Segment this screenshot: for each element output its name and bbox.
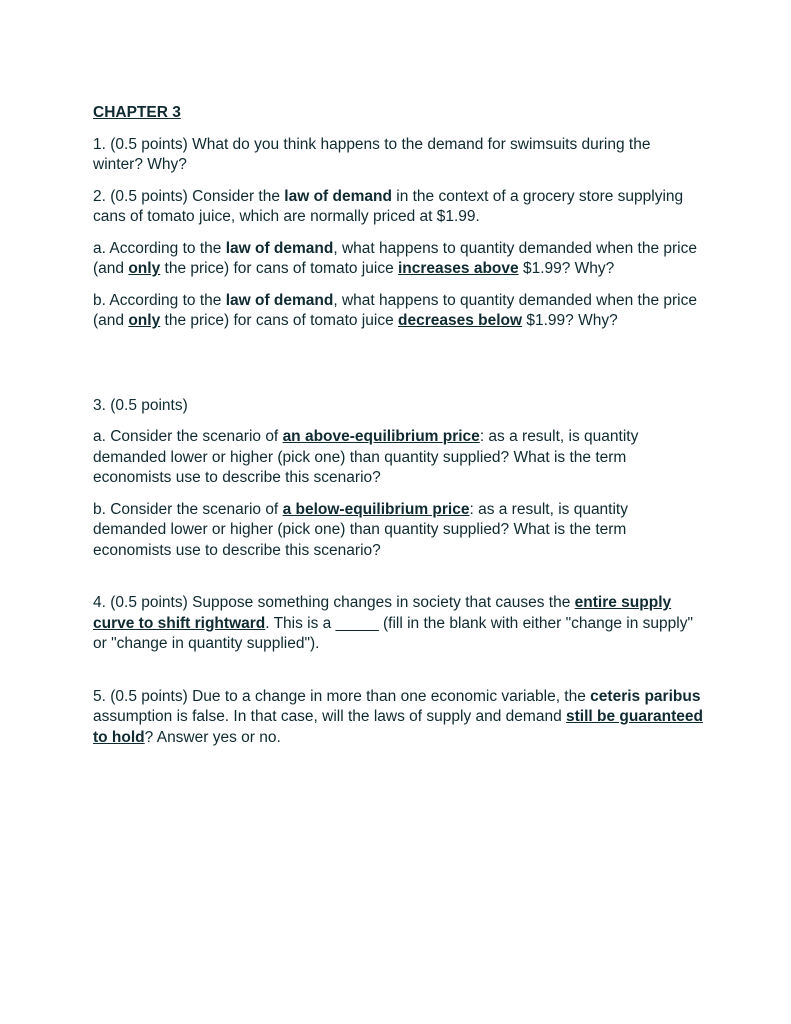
question-2a	[93, 239, 703, 280]
question-3a	[93, 427, 703, 489]
spacer	[93, 666, 703, 687]
question-2b	[93, 291, 703, 332]
q2-text-1: 2. (0.5 points) Consider the	[93, 187, 285, 205]
q2b-emphasis-decreases-below: decreases below	[398, 312, 523, 329]
question-1-text: 1. (0.5 points) What do you think happens to the demand for swimsuits during the winter? Why?	[93, 135, 651, 173]
q2a-text-1: a. According to the	[93, 239, 226, 257]
question-2	[93, 187, 703, 228]
q2b-emphasis-only: only	[128, 312, 161, 329]
question-5	[93, 687, 703, 749]
q5-bold-ceteris-paribus: ceteris paribus	[590, 687, 701, 705]
spacer	[93, 343, 703, 396]
q2a-emphasis-increases-above: increases above	[398, 260, 519, 277]
question-3b	[93, 500, 703, 562]
q3a-emphasis-above-equilibrium: an above-equilibrium price	[282, 428, 480, 445]
q2a-text-2: , what happens to quantity demanded when the price (and	[93, 239, 697, 277]
q3a-text-2: : as a result, is quantity demanded lower or higher (pick one) than quantity supplied? What is the term economists use to describe this scenario?	[93, 428, 639, 486]
q3b-text-1: b. Consider the scenario of	[93, 500, 283, 518]
q2b-text-2: , what happens to quantity demanded when the price (and	[93, 291, 697, 329]
q3a-text-1: a. Consider the scenario of	[93, 428, 283, 445]
spacer	[93, 572, 703, 593]
q3b-emphasis-below-equilibrium: a below-equilibrium price	[282, 500, 470, 518]
q5-emphasis-still-guaranteed: still be guaranteed to hold	[93, 708, 703, 746]
question-1	[93, 135, 703, 176]
question-3	[93, 396, 703, 417]
q2a-bold-law-of-demand: law of demand	[225, 239, 334, 257]
q2-text-2: in the context of a grocery store supplying cans of tomato juice, which are normally priced at $1.99.	[93, 187, 684, 225]
q2a-emphasis-only: only	[128, 260, 161, 277]
document-content	[93, 103, 703, 759]
q4-emphasis-supply-shift: entire supply curve to shift rightward	[93, 594, 672, 632]
question-4	[93, 593, 703, 655]
q3b-text-2: : as a result, is quantity demanded lower or higher (pick one) than quantity supplied? What is the term economists use to describe this scenario?	[93, 500, 628, 559]
q5-text-3: ? Answer yes or no.	[144, 728, 281, 746]
q2a-text-4: $1.99? Why?	[518, 260, 615, 277]
q2b-text-3: the price) for cans of tomato juice	[160, 312, 398, 329]
q3-header: 3. (0.5 points)	[93, 396, 188, 414]
q2b-bold-law-of-demand: law of demand	[225, 291, 334, 309]
q2a-text-3: the price) for cans of tomato juice	[160, 260, 398, 277]
q5-text-2: assumption is false. In that case, will the laws of supply and demand	[93, 708, 566, 725]
q4-text-1: 4. (0.5 points) Suppose something changes in society that causes the	[93, 594, 575, 611]
q5-text-1: 5. (0.5 points) Due to a change in more than one economic variable, the	[93, 687, 591, 705]
q4-text-2: . This is a _____ (fill in the blank with either "change in supply" or "change in quantity supplied").	[93, 614, 693, 652]
q2b-text-1: b. According to the	[93, 291, 226, 309]
q2-bold-law-of-demand: law of demand	[284, 187, 392, 205]
chapter-heading: CHAPTER 3	[93, 104, 181, 121]
q2b-text-4: $1.99? Why?	[522, 312, 618, 329]
